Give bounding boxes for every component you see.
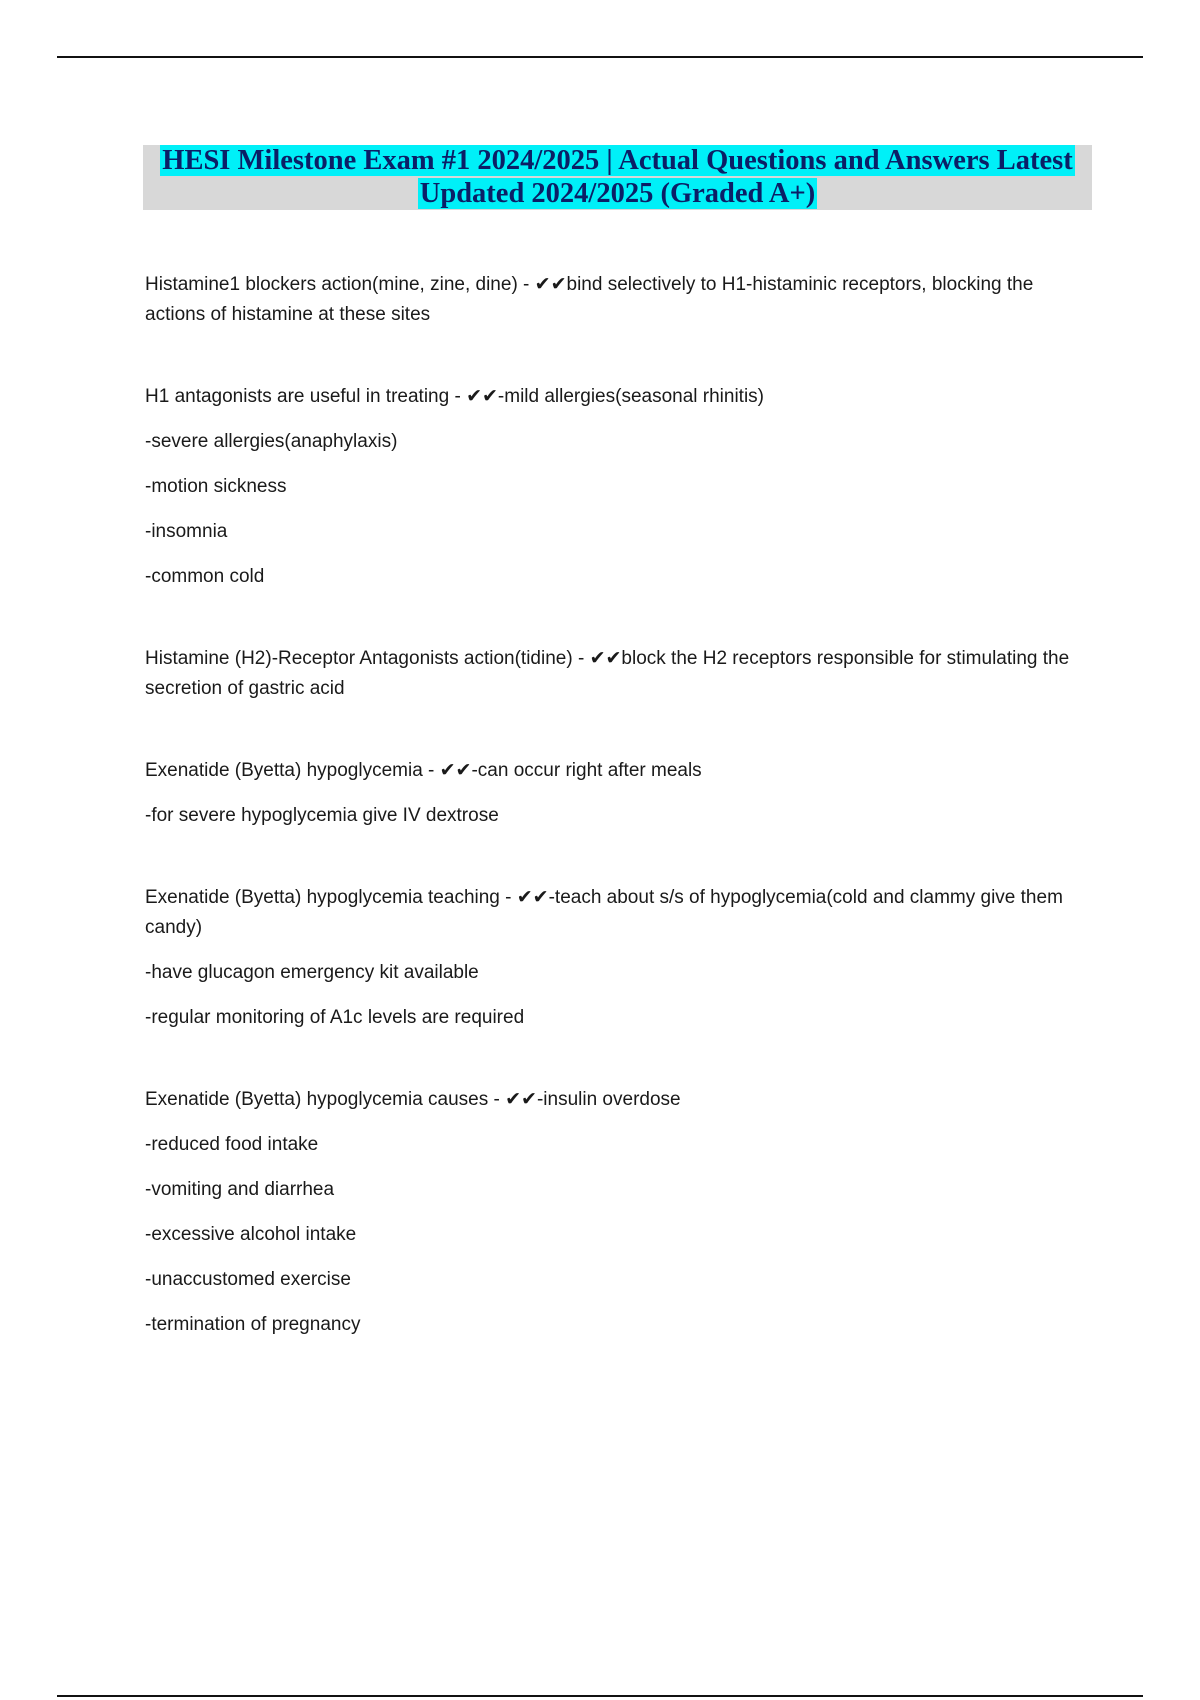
qa-answer-item: -insomnia	[145, 521, 228, 542]
qa-entry	[145, 756, 1085, 831]
qa-answer-item: -severe allergies(anaphylaxis)	[145, 431, 398, 452]
qa-entry	[145, 644, 1085, 704]
footer-rule	[57, 1695, 1143, 1697]
qa-answer-item: -excessive alcohol intake	[145, 1224, 357, 1245]
qa-question-answer: H1 antagonists are useful in treating - ✔✔-mild allergies(seasonal rhinitis)	[145, 386, 765, 407]
qa-answer-item: -motion sickness	[145, 476, 287, 497]
qa-entry	[145, 382, 1085, 592]
qa-question-answer: Histamine1 blockers action(mine, zine, dine) - ✔✔bind selectively to H1-histaminic receptors, blocking the actions of histamine at these sites	[145, 274, 1034, 325]
qa-answer-item: -unaccustomed exercise	[145, 1269, 351, 1290]
qa-answer-item: -vomiting and diarrhea	[145, 1179, 335, 1200]
qa-question-answer: Histamine (H2)-Receptor Antagonists action(tidine) - ✔✔block the H2 receptors responsible for stimulating the secretion of gastric acid	[145, 648, 1070, 699]
qa-answer-item: -reduced food intake	[145, 1134, 319, 1155]
document-title	[143, 145, 1092, 210]
qa-question-answer: Exenatide (Byetta) hypoglycemia teaching - ✔✔-teach about s/s of hypoglycemia(cold and clammy give them candy)	[145, 887, 1063, 938]
qa-answer-item: -termination of pregnancy	[145, 1314, 361, 1335]
qa-answer-item: -regular monitoring of A1c levels are required	[145, 1007, 525, 1028]
header-rule	[57, 56, 1143, 58]
document-body	[145, 270, 1085, 1392]
qa-question-answer: Exenatide (Byetta) hypoglycemia - ✔✔-can occur right after meals	[145, 760, 702, 781]
qa-entry	[145, 1085, 1085, 1340]
qa-answer-item: -common cold	[145, 566, 265, 587]
qa-entry	[145, 883, 1085, 1033]
title-line-1: HESI Milestone Exam #1 2024/2025 | Actual Questions and Answers Latest	[162, 145, 1073, 176]
qa-question-answer: Exenatide (Byetta) hypoglycemia causes - ✔✔-insulin overdose	[145, 1089, 681, 1110]
title-line-2: Updated 2024/2025 (Graded A+)	[419, 177, 816, 209]
qa-answer-item: -for severe hypoglycemia give IV dextrose	[145, 805, 499, 826]
qa-answer-item: -have glucagon emergency kit available	[145, 962, 479, 983]
qa-entry	[145, 270, 1085, 330]
